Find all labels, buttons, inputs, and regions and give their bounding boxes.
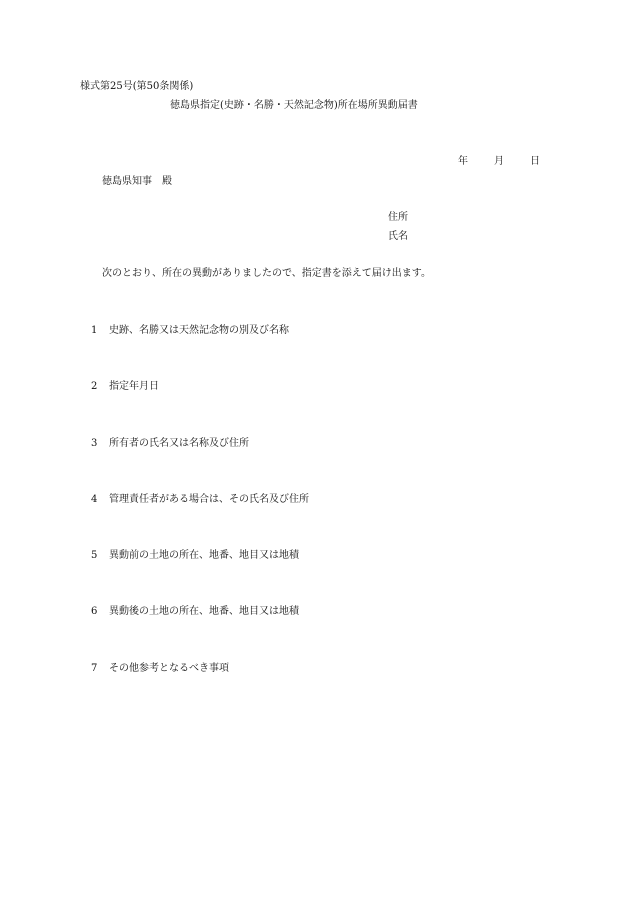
item-number: 7 bbox=[91, 663, 98, 674]
item-number: 3 bbox=[91, 438, 98, 449]
document-title: 徳島県指定(史跡・名勝・天然記念物)所在場所異動届書 bbox=[170, 100, 418, 111]
name-label: 氏名 bbox=[388, 231, 408, 242]
list-item bbox=[91, 551, 299, 561]
item-number: 1 bbox=[91, 325, 98, 336]
list-item bbox=[91, 664, 229, 674]
list-item bbox=[91, 439, 249, 449]
date-year-label: 年 bbox=[458, 156, 468, 167]
addressee: 徳島県知事 殿 bbox=[102, 176, 172, 187]
list-item bbox=[91, 495, 309, 505]
item-text: その他参考となるべき事項 bbox=[109, 663, 229, 674]
list-item bbox=[91, 607, 299, 617]
list-item bbox=[91, 382, 159, 392]
form-number: 様式第25号(第50条関係) bbox=[80, 81, 194, 92]
item-text: 管理責任者がある場合は、その氏名及び住所 bbox=[109, 494, 309, 505]
item-number: 4 bbox=[91, 494, 98, 505]
list-item bbox=[91, 326, 289, 336]
item-text: 所有者の氏名又は名称及び住所 bbox=[109, 438, 249, 449]
address-label: 住所 bbox=[388, 212, 408, 223]
body-text: 次のとおり、所在の異動がありましたので、指定書を添えて届け出ます。 bbox=[102, 268, 431, 279]
item-number: 2 bbox=[91, 381, 98, 392]
item-text: 異動後の土地の所在、地番、地目又は地積 bbox=[109, 606, 299, 617]
item-text: 史跡、名勝又は天然記念物の別及び名称 bbox=[109, 325, 289, 336]
item-text: 指定年月日 bbox=[109, 381, 159, 392]
date-day-label: 日 bbox=[530, 156, 540, 167]
item-number: 6 bbox=[91, 606, 98, 617]
item-number: 5 bbox=[91, 550, 98, 561]
item-text: 異動前の土地の所在、地番、地目又は地積 bbox=[109, 550, 299, 561]
date-month-label: 月 bbox=[494, 156, 504, 167]
